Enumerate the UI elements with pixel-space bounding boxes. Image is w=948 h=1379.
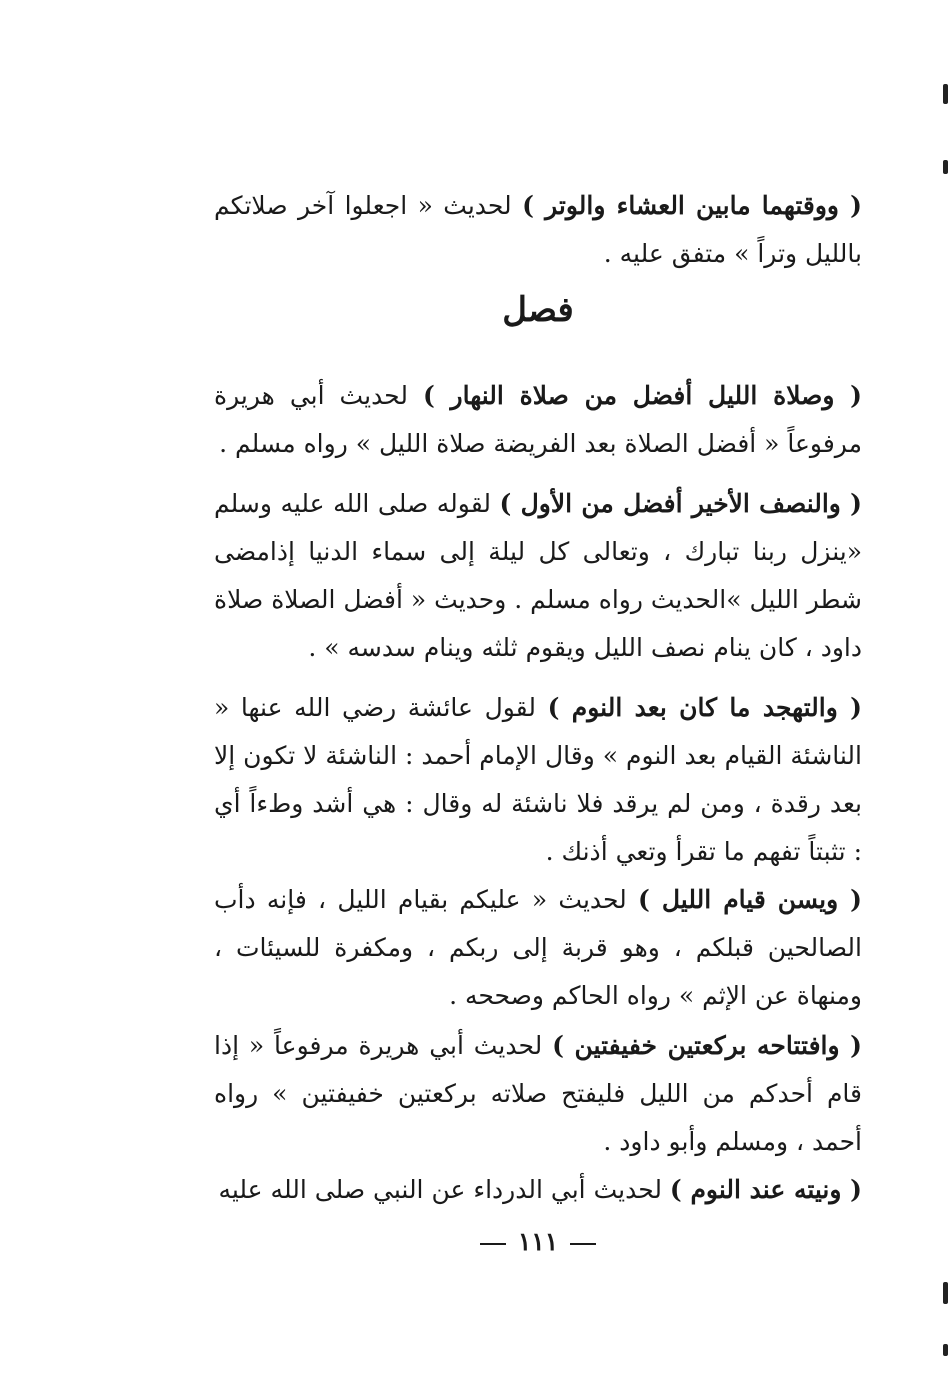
paragraph-bold-phrase: ( ونيته عند النوم ) bbox=[669, 1175, 862, 1204]
dash-right bbox=[570, 1243, 596, 1245]
paragraph-bold-phrase: ( والنصف الأخير أفضل من الأول ) bbox=[499, 489, 862, 518]
section-heading: فصل bbox=[502, 290, 574, 330]
paragraph-tahajjud bbox=[214, 684, 862, 876]
page-number-value: ١١١ bbox=[517, 1227, 559, 1256]
paragraph-text: لقول عائشة رضي الله عنها « الناشئة القيام بعد النوم » وقال الإمام أحمد : الناشئة لا تكون إلا بعد رقدة ، ومن لم يرقد فلا ناشئة له وقال : هي أشد وطءاً أي : تثبتاً تفهم ما تقرأ وتعي أذنك . bbox=[214, 693, 862, 866]
paragraph-text: لحديث أبي هريرة مرفوعاً « أفضل الصلاة بعد الفريضة صلاة الليل » رواه مسلم . bbox=[214, 381, 862, 458]
paragraph-last-half bbox=[214, 480, 862, 672]
paragraph-opening bbox=[214, 1022, 862, 1166]
intro-text: لحديث « اجعلوا آخر صلاتكم بالليل وتراً » متفق عليه . bbox=[214, 191, 862, 268]
scan-edge-mark bbox=[943, 84, 948, 104]
dash-left bbox=[480, 1243, 506, 1245]
intro-bold-phrase: ( ووقتهما مابين العشاء والوتر ) bbox=[522, 191, 862, 220]
scan-edge-mark bbox=[943, 1282, 948, 1304]
intro-paragraph bbox=[214, 182, 862, 278]
paragraph-qiyam bbox=[214, 876, 862, 1020]
paragraph-intention bbox=[214, 1166, 862, 1214]
paragraph-bold-phrase: ( وافتتاحه بركعتين خفيفتين ) bbox=[552, 1031, 863, 1060]
paragraph-text: لحديث « عليكم بقيام الليل ، فإنه دأب الصالحين قبلكم ، وهو قربة إلى ربكم ، ومكفرة للسيئات ، ومنهاة عن الإثم » رواه الحاكم وصححه . bbox=[214, 885, 862, 1010]
paragraph-bold-phrase: ( والتهجد ما كان بعد النوم ) bbox=[547, 693, 862, 722]
paragraph-bold-phrase: ( وصلاة الليل أفضل من صلاة النهار ) bbox=[422, 381, 862, 410]
scan-edge-mark bbox=[943, 1344, 948, 1356]
page-number bbox=[214, 1222, 862, 1262]
scan-edge-mark bbox=[943, 160, 948, 174]
paragraph-bold-phrase: ( ويسن قيام الليل ) bbox=[638, 885, 862, 914]
paragraph-night-prayer bbox=[214, 372, 862, 468]
paragraph-text: لقوله صلى الله عليه وسلم «ينزل ربنا تبارك ، وتعالى كل ليلة إلى سماء الدنيا إذامضى شطر الليل »الحديث رواه مسلم . وحديث « أفضل الصلاة صلاة داود ، كان ينام نصف الليل ويقوم ثلثه وينام سدسه » . bbox=[214, 489, 862, 662]
paragraph-text: لحديث أبي هريرة مرفوعاً « إذا قام أحدكم من الليل فليفتح صلاته بركعتين خفيفتين » رواه أحمد ، ومسلم وأبو داود . bbox=[214, 1031, 862, 1156]
paragraph-text: لحديث أبي الدرداء عن النبي صلى الله عليه bbox=[218, 1175, 662, 1204]
